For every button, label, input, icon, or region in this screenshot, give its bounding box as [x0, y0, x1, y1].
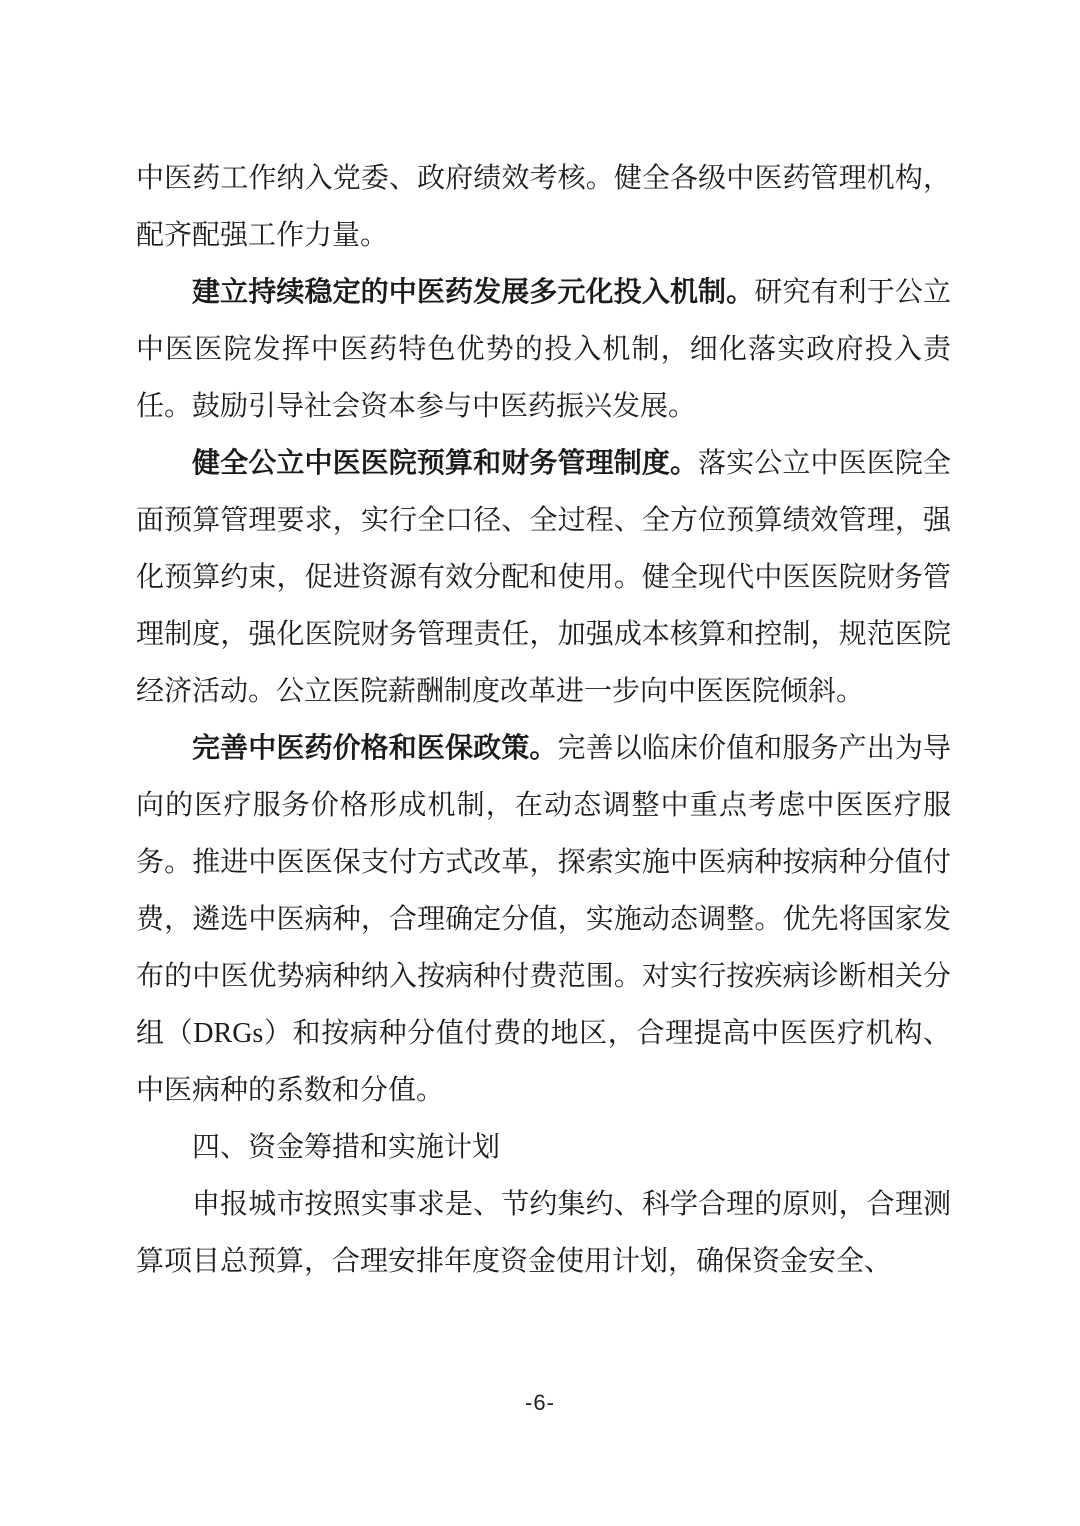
paragraph-lead-bold: 完善中医药价格和医保政策。 [192, 733, 558, 764]
paragraph-budget-finance-management [136, 435, 951, 720]
paragraph-lead-bold: 健全公立中医医院预算和财务管理制度。 [192, 448, 699, 479]
paragraph-lead-bold: 建立持续稳定的中医药发展多元化投入机制。 [192, 277, 755, 308]
document-page-body [136, 150, 951, 1290]
section-heading-funding-plan [136, 1119, 951, 1176]
paragraph-text: 申报城市按照实事求是、节约集约、科学合理的原则，合理测算项目总预算，合理安排年度资金使用计划，确保资金安全、 [136, 1189, 951, 1277]
paragraph-continuation [136, 150, 951, 264]
section-heading-text: 四、资金筹措和实施计划 [192, 1132, 501, 1163]
paragraph-text: 研究有利于公立中医医院发挥中医药特色优势的投入机制，细化落实政府投入责任。鼓励引导社会资本参与中医药振兴发展。 [136, 277, 951, 422]
paragraph-text: 完善以临床价值和服务产出为导向的医疗服务价格形成机制，在动态调整中重点考虑中医医疗服务。推进中医医保支付方式改革，探索实施中医病种按病种分值付费，遴选中医病种，合理确定分值，实施动态调整。优先将国家发布的中医优势病种纳入按病种付费范围。对实行按疾病诊断相关分组（DRGs）和按病种分值付费的地区，合理提高中医医疗机构、中医病种的系数和分值。 [136, 733, 951, 1106]
paragraph-text: 落实公立中医医院全面预算管理要求，实行全口径、全过程、全方位预算绩效管理，强化预算约束，促进资源有效分配和使用。健全现代中医医院财务管理制度，强化医院财务管理责任，加强成本核算和控制，规范医院经济活动。公立医院薪酬制度改革进一步向中医医院倾斜。 [136, 448, 951, 707]
paragraph-pricing-insurance-policy [136, 720, 951, 1119]
paragraph-investment-mechanism [136, 264, 951, 435]
page-number: -6- [525, 1390, 555, 1415]
paragraph-funding-principles [136, 1176, 951, 1290]
paragraph-text: 中医药工作纳入党委、政府绩效考核。健全各级中医药管理机构，配齐配强工作力量。 [136, 163, 951, 251]
